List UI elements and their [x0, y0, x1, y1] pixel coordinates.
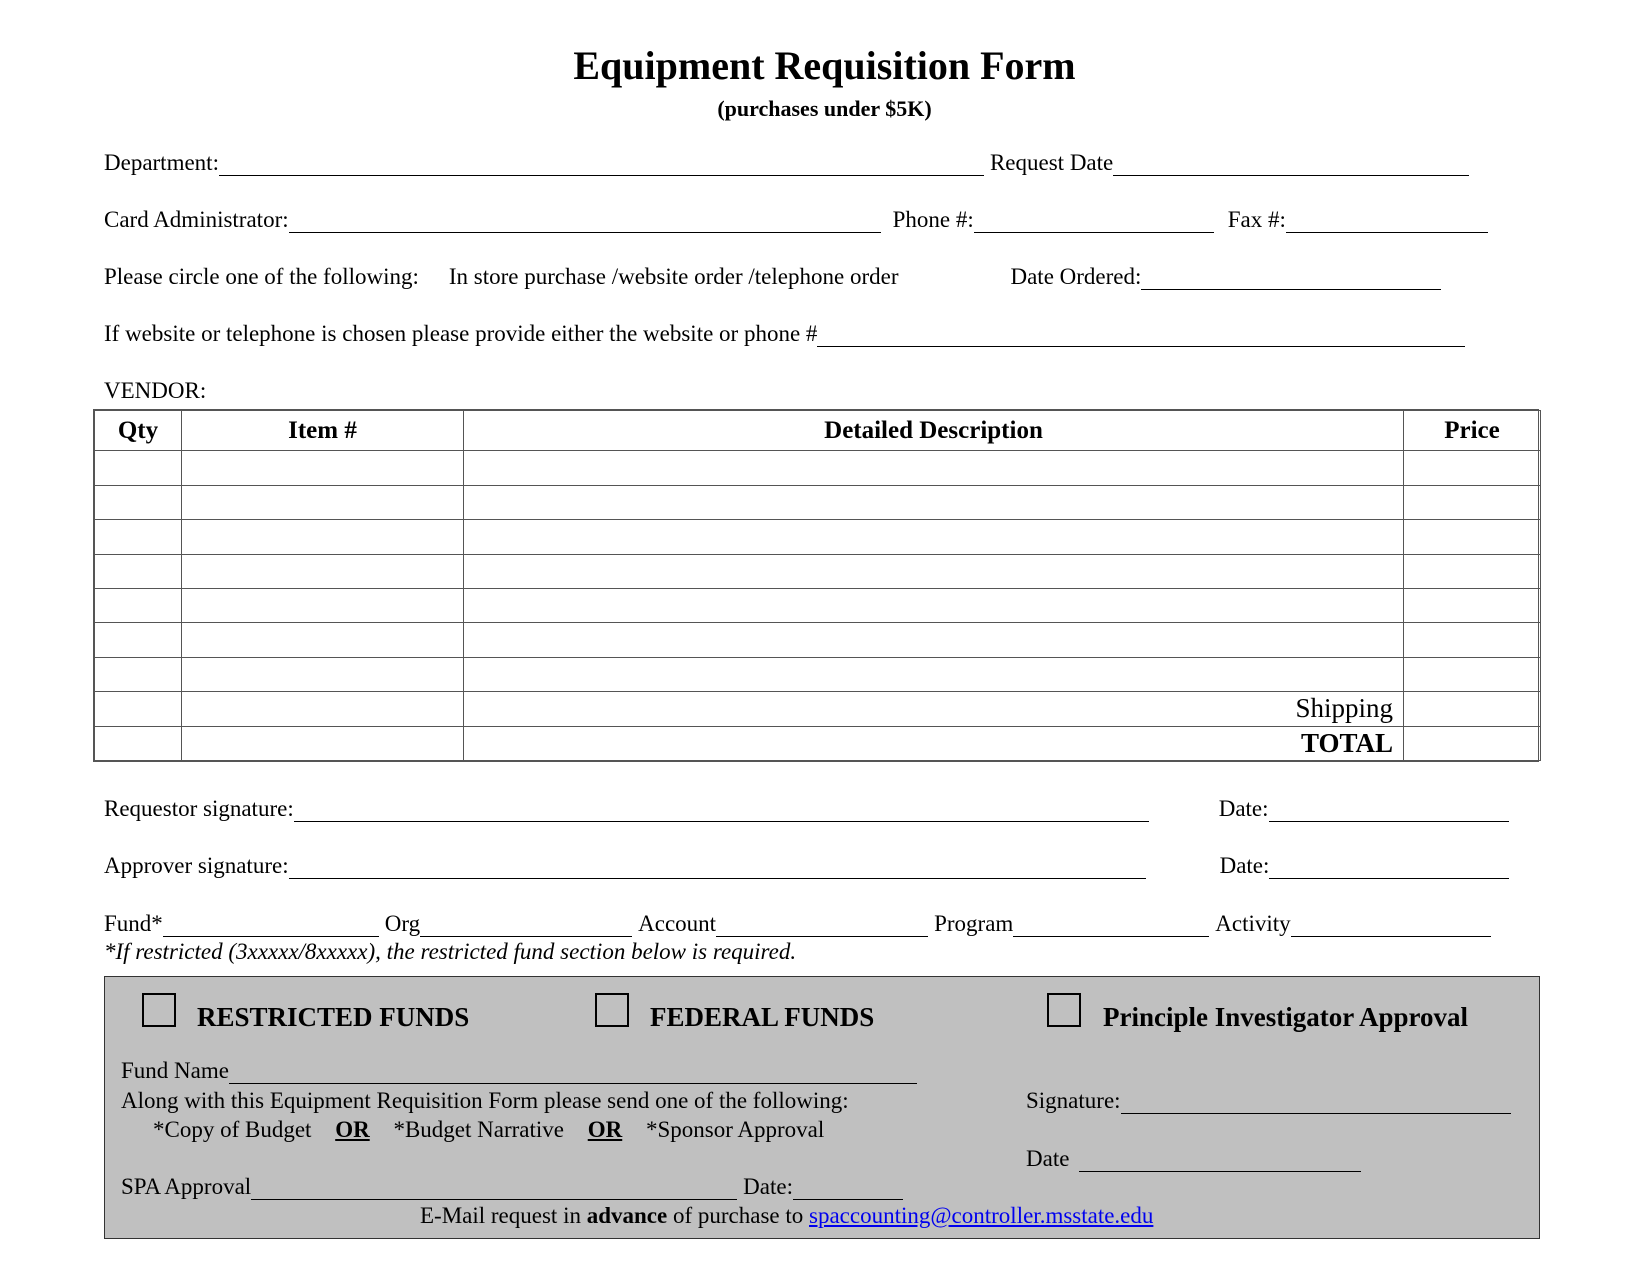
department-field[interactable] [219, 153, 984, 176]
price-header: Price [1404, 411, 1541, 451]
description-cell[interactable] [464, 485, 1404, 519]
phone-label: Phone #: [892, 207, 974, 232]
restricted-funds-heading: RESTRICTED FUNDS [197, 1002, 470, 1032]
department-row [104, 150, 1475, 176]
spa-approval-row [121, 1174, 909, 1200]
pi-date-label: Date [1026, 1146, 1070, 1171]
card-admin-label: Card Administrator: [104, 207, 289, 232]
spa-approval-field[interactable] [251, 1177, 737, 1200]
description-cell[interactable] [464, 589, 1404, 623]
fax-field[interactable] [1286, 210, 1488, 233]
item-cell[interactable] [182, 657, 464, 691]
sponsor-approval-text: *Sponsor Approval [645, 1117, 825, 1142]
fund-name-label: Fund Name [121, 1058, 229, 1083]
requestor-date-field[interactable] [1269, 799, 1509, 822]
pi-signature-row [1026, 1088, 1517, 1114]
fund-name-row [121, 1058, 923, 1084]
item-header: Item # [182, 411, 464, 451]
date-ordered-field[interactable] [1141, 267, 1441, 290]
description-header: Detailed Description [464, 411, 1404, 451]
restricted-note: *If restricted (3xxxxx/8xxxxx), the restricted fund section below is required. [104, 939, 797, 964]
qty-cell[interactable] [95, 485, 182, 519]
circle-prompt: Please circle one of the following: [104, 264, 419, 289]
approver-label: Approver signature: [104, 853, 289, 878]
item-cell[interactable] [182, 520, 464, 554]
document-options [153, 1117, 824, 1143]
approver-row [104, 853, 1515, 879]
pi-approval-heading: Principle Investigator Approval [1103, 1002, 1469, 1032]
shipping-price-cell[interactable] [1404, 692, 1541, 726]
email-advance: advance [586, 1203, 668, 1228]
phone-field[interactable] [974, 210, 1214, 233]
purchase-type-options[interactable]: In store purchase /website order /telephone order [448, 264, 899, 289]
along-with-text: Along with this Equipment Requisition Form please send one of the following: [121, 1088, 849, 1113]
or-text-2: OR [587, 1117, 623, 1142]
vendor-label: VENDOR: [104, 378, 207, 403]
approver-signature-field[interactable] [289, 856, 1146, 879]
total-label: TOTAL [464, 726, 1404, 760]
restricted-funds-checkbox[interactable] [142, 993, 176, 1027]
page-title: Equipment Requisition Form [573, 43, 1076, 88]
website-prompt: If website or telephone is chosen please provide either the website or phone # [104, 321, 818, 346]
approver-date-label: Date: [1219, 853, 1270, 878]
description-cell[interactable] [464, 657, 1404, 691]
table-row [95, 520, 1541, 554]
price-cell[interactable] [1404, 623, 1541, 657]
description-cell[interactable] [464, 520, 1404, 554]
federal-funds-checkbox[interactable] [595, 993, 629, 1027]
description-cell[interactable] [464, 623, 1404, 657]
table-header-row [95, 411, 1541, 451]
spa-date-field[interactable] [793, 1177, 903, 1200]
qty-header: Qty [95, 411, 182, 451]
account-field[interactable] [716, 914, 928, 937]
qty-cell[interactable] [95, 623, 182, 657]
copy-budget-text: *Copy of Budget [153, 1117, 312, 1142]
item-cell[interactable] [182, 623, 464, 657]
table-row [95, 657, 1541, 691]
approver-date-field[interactable] [1269, 856, 1509, 879]
card-admin-field[interactable] [289, 210, 881, 233]
activity-field[interactable] [1291, 914, 1491, 937]
fund-field[interactable] [163, 914, 379, 937]
pi-date-row [1026, 1146, 1367, 1172]
items-table [93, 409, 1539, 762]
qty-cell[interactable] [95, 692, 182, 726]
requestor-date-label: Date: [1218, 796, 1269, 821]
price-cell[interactable] [1404, 451, 1541, 485]
fund-name-field[interactable] [229, 1061, 917, 1084]
or-text-1: OR [335, 1117, 370, 1142]
email-link[interactable]: spaccounting@controller.msstate.edu [809, 1203, 1154, 1228]
total-price-cell[interactable] [1404, 726, 1541, 760]
item-cell[interactable] [182, 554, 464, 588]
org-field[interactable] [420, 914, 632, 937]
price-cell[interactable] [1404, 589, 1541, 623]
federal-funds-heading: FEDERAL FUNDS [650, 1002, 875, 1032]
program-field[interactable] [1013, 914, 1209, 937]
table-row [95, 623, 1541, 657]
email-prefix: E-Mail request in [420, 1203, 581, 1228]
org-label: Org [384, 911, 421, 936]
department-label: Department: [104, 150, 219, 175]
item-cell[interactable] [182, 692, 464, 726]
requestor-label: Requestor signature: [104, 796, 294, 821]
item-cell[interactable] [182, 589, 464, 623]
page-subtitle: (purchases under $5K) [717, 96, 932, 121]
description-cell[interactable] [464, 451, 1404, 485]
pi-approval-checkbox[interactable] [1047, 993, 1081, 1027]
budget-narrative-text: *Budget Narrative [393, 1117, 564, 1142]
request-date-label: Request Date [989, 150, 1114, 175]
price-cell[interactable] [1404, 657, 1541, 691]
total-row [95, 726, 1541, 760]
program-label: Program [934, 911, 1014, 936]
item-cell[interactable] [182, 451, 464, 485]
activity-label: Activity [1215, 911, 1291, 936]
email-mid: of purchase to [672, 1203, 804, 1228]
qty-cell[interactable] [95, 657, 182, 691]
table-row [95, 451, 1541, 485]
circle-row [104, 264, 1447, 290]
qty-cell[interactable] [95, 726, 182, 760]
accounting-row [104, 911, 1497, 937]
spa-date-label: Date: [743, 1174, 793, 1199]
shipping-label: Shipping [464, 692, 1404, 726]
qty-cell[interactable] [95, 554, 182, 588]
qty-cell[interactable] [95, 589, 182, 623]
price-cell[interactable] [1404, 554, 1541, 588]
price-cell[interactable] [1404, 485, 1541, 519]
date-ordered-label: Date Ordered: [1010, 264, 1142, 289]
request-date-field[interactable] [1113, 153, 1469, 176]
item-cell[interactable] [182, 485, 464, 519]
requestor-signature-field[interactable] [294, 799, 1149, 822]
email-instruction [420, 1203, 1153, 1229]
website-field[interactable] [817, 324, 1465, 347]
pi-date-field[interactable] [1079, 1149, 1361, 1172]
table-row [95, 485, 1541, 519]
requestor-row [104, 796, 1515, 822]
table-row [95, 554, 1541, 588]
qty-cell[interactable] [95, 451, 182, 485]
item-cell[interactable] [182, 726, 464, 760]
spa-approval-label: SPA Approval [121, 1174, 252, 1199]
shipping-row [95, 692, 1541, 726]
fax-label: Fax #: [1227, 207, 1286, 232]
pi-signature-field[interactable] [1121, 1091, 1511, 1114]
table-row [95, 589, 1541, 623]
pi-signature-label: Signature: [1026, 1088, 1121, 1113]
qty-cell[interactable] [95, 520, 182, 554]
description-cell[interactable] [464, 554, 1404, 588]
fund-label: Fund* [104, 911, 163, 936]
account-label: Account [638, 911, 717, 936]
website-row [104, 321, 1471, 347]
price-cell[interactable] [1404, 520, 1541, 554]
card-admin-row [104, 207, 1494, 233]
